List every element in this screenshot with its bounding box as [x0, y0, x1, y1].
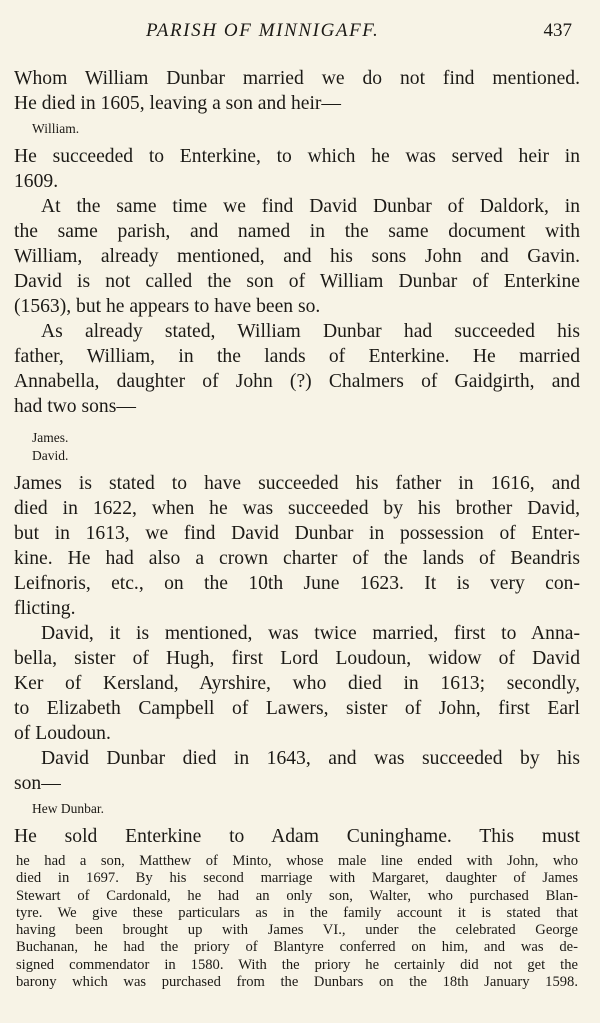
text-line: Ker of Kersland, Ayrshire, who died in 1613; secondly, — [14, 673, 580, 694]
page-number: 437 — [543, 20, 572, 41]
text-line: He died in 1605, leaving a son and heir— — [14, 93, 342, 114]
text-line: (1563), but he appears to have been so. — [14, 296, 321, 317]
text-line: to Elizabeth Campbell of Lawers, sister of John, first Earl — [14, 698, 580, 719]
text-line: David is not called the son of William Dunbar of Enterkine — [14, 271, 580, 292]
text-line: James is stated to have succeeded his father in 1616, and — [14, 473, 580, 494]
paragraph-start: David Dunbar died in 1643, and was succeeded by his — [41, 748, 580, 769]
footnote-line: signed commendator in 1580. With the priory he certainly did not get the — [16, 956, 578, 973]
heir-name: William. — [32, 121, 80, 136]
text-line: He sold Enterkine to Adam Cuninghame. This must — [14, 826, 580, 847]
text-line: William, already mentioned, and his sons John and Gavin. — [14, 246, 580, 267]
footnote — [16, 853, 578, 991]
paragraph-start: David, it is mentioned, was twice married, first to Anna- — [41, 623, 580, 644]
page-header — [0, 20, 600, 50]
text-line: son— — [14, 773, 61, 794]
text-line: of Loudoun. — [14, 723, 111, 744]
text-line: kine. He had also a crown charter of the lands of Beandris — [14, 548, 580, 569]
footnote-line: he had a son, Matthew of Minto, whose male line ended with John, who — [16, 853, 578, 869]
text-line: Leifnoris, etc., on the 10th June 1623. It is very con- — [14, 573, 580, 594]
text-line: He succeeded to Enterkine, to which he was served heir in — [14, 146, 580, 167]
text-line: had two sons— — [14, 396, 136, 417]
footnote-line: Buchanan, he had the priory of Blantyre conferred on him, and was de- — [16, 939, 578, 956]
paragraph-start: As already stated, William Dunbar had succeeded his — [41, 321, 580, 342]
footnote-line: tyre. We give these particulars as in the family account it is stated that — [16, 904, 578, 921]
text-line: flicting. — [14, 598, 76, 619]
text-line: died in 1622, when he was succeeded by his brother David, — [14, 498, 580, 519]
text-line: the same parish, and named in the same document with — [14, 221, 580, 242]
footnote-line: Stewart of Cardonald, he had an only son, Walter, who purchased Blan- — [16, 887, 578, 904]
text-line: bella, sister of Hugh, first Lord Loudoun, widow of David — [14, 648, 580, 669]
text-line: Annabella, daughter of John (?) Chalmers of Gaidgirth, and — [14, 371, 580, 392]
text-line: 1609. — [14, 171, 59, 192]
text-line: Whom William Dunbar married we do not find mentioned. — [14, 68, 580, 89]
son-name: David. — [32, 448, 69, 463]
paragraph-start: At the same time we find David Dunbar of Daldork, in — [41, 196, 580, 217]
footnote-line: barony which was purchased from the Dunbars on the 18th January 1598. — [16, 974, 578, 991]
text-line: but in 1613, we find David Dunbar in possession of Enter- — [14, 523, 580, 544]
text-line: father, William, in the lands of Enterkine. He married — [14, 346, 580, 367]
footnote-line: died in 1697. By his second marriage with Margaret, daughter of James — [16, 870, 578, 887]
footnote-line: having been brought up with James VI., under the celebrated George — [16, 922, 578, 939]
son-name: James. — [32, 430, 69, 445]
main-text — [14, 66, 580, 849]
heir-name: Hew Dunbar. — [32, 801, 104, 816]
running-title: PARISH OF MINNIGAFF. — [146, 20, 380, 41]
